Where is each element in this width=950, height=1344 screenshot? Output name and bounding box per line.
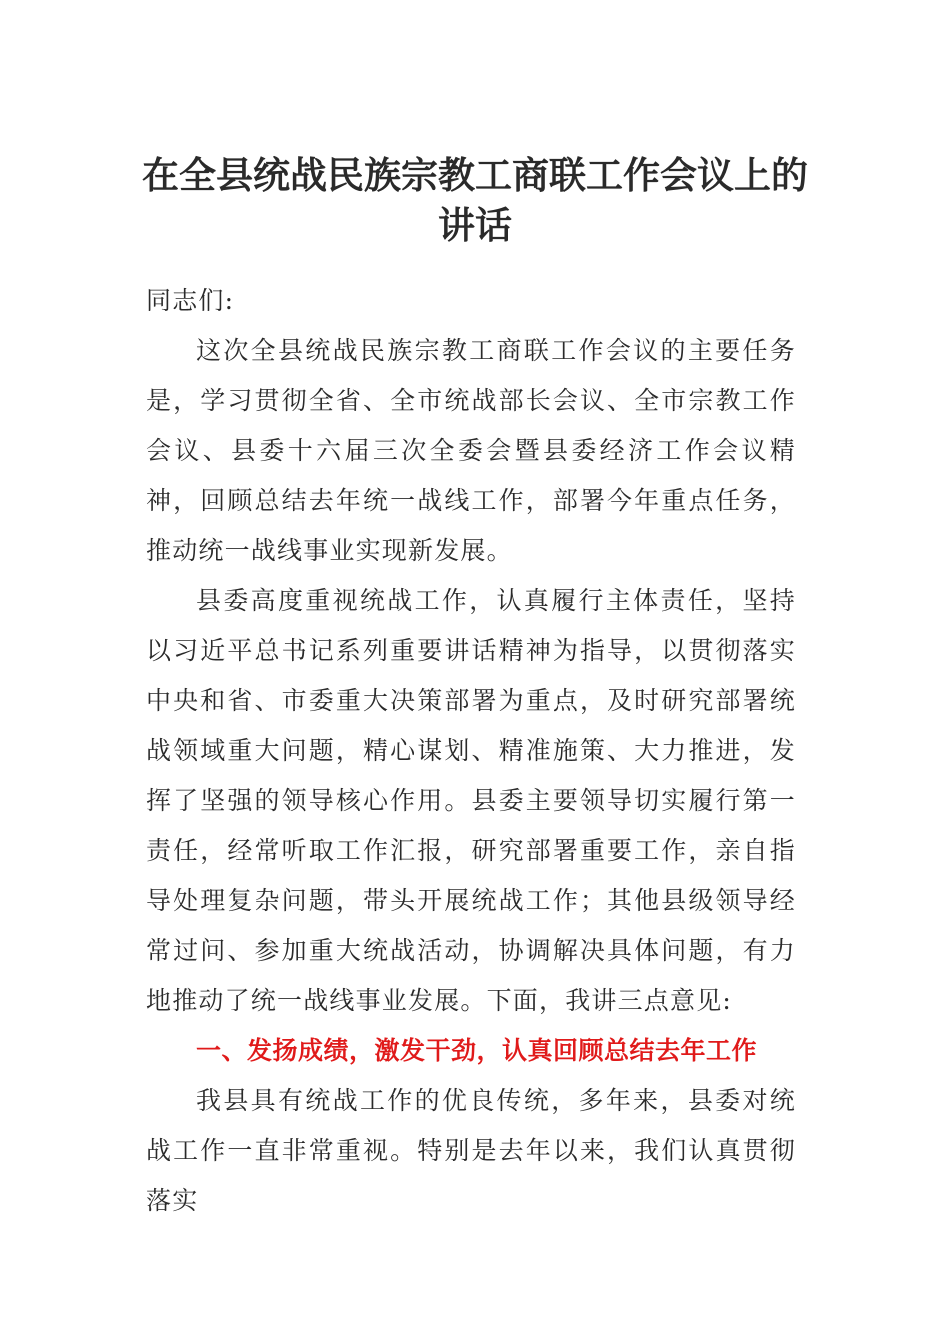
paragraph-intro: 这次全县统战民族宗教工商联工作会议的主要任务是，学习贯彻全省、全市统战部长会议、全市宗教工作会议、县委十六届三次全委会暨县委经济工作会议精神，回顾总结去年统一战线工作，部署今年重点任务，推动统一战线事业实现新发展。 — [146, 336, 796, 565]
paragraph-leadership: 县委高度重视统战工作，认真履行主体责任，坚持以习近平总书记系列重要讲话精神为指导，以贯彻落实中央和省、市委重大决策部署为重点，及时研究部署统战领域重大问题，精心谋划、精准施策、大力推进，发挥了坚强的领导核心作用。县委主要领导切实履行第一责任，经常听取工作汇报，研究部署重要工作，亲自指导处理复杂问题，带头开展统战工作；其他县级领导经常过问、参加重大统战活动，协调解决具体问题，有力地推动了统一战线事业发展。下面，我讲三点意见: — [146, 586, 796, 1015]
title-line-1: 在全县统战民族宗教工商联工作会议上的 — [142, 153, 808, 197]
salutation: 同志们: — [146, 286, 235, 315]
section-heading: 一、发扬成绩，激发干劲，认真回顾总结去年工作 — [196, 1036, 758, 1065]
title-line-2: 讲话 — [438, 203, 512, 247]
document-title — [100, 150, 850, 250]
document-body — [146, 276, 796, 1226]
paragraph-section-1: 我县具有统战工作的优良传统，多年来，县委对统战工作一直非常重视。特别是去年以来，我们认真贯彻落实 — [146, 1086, 796, 1215]
